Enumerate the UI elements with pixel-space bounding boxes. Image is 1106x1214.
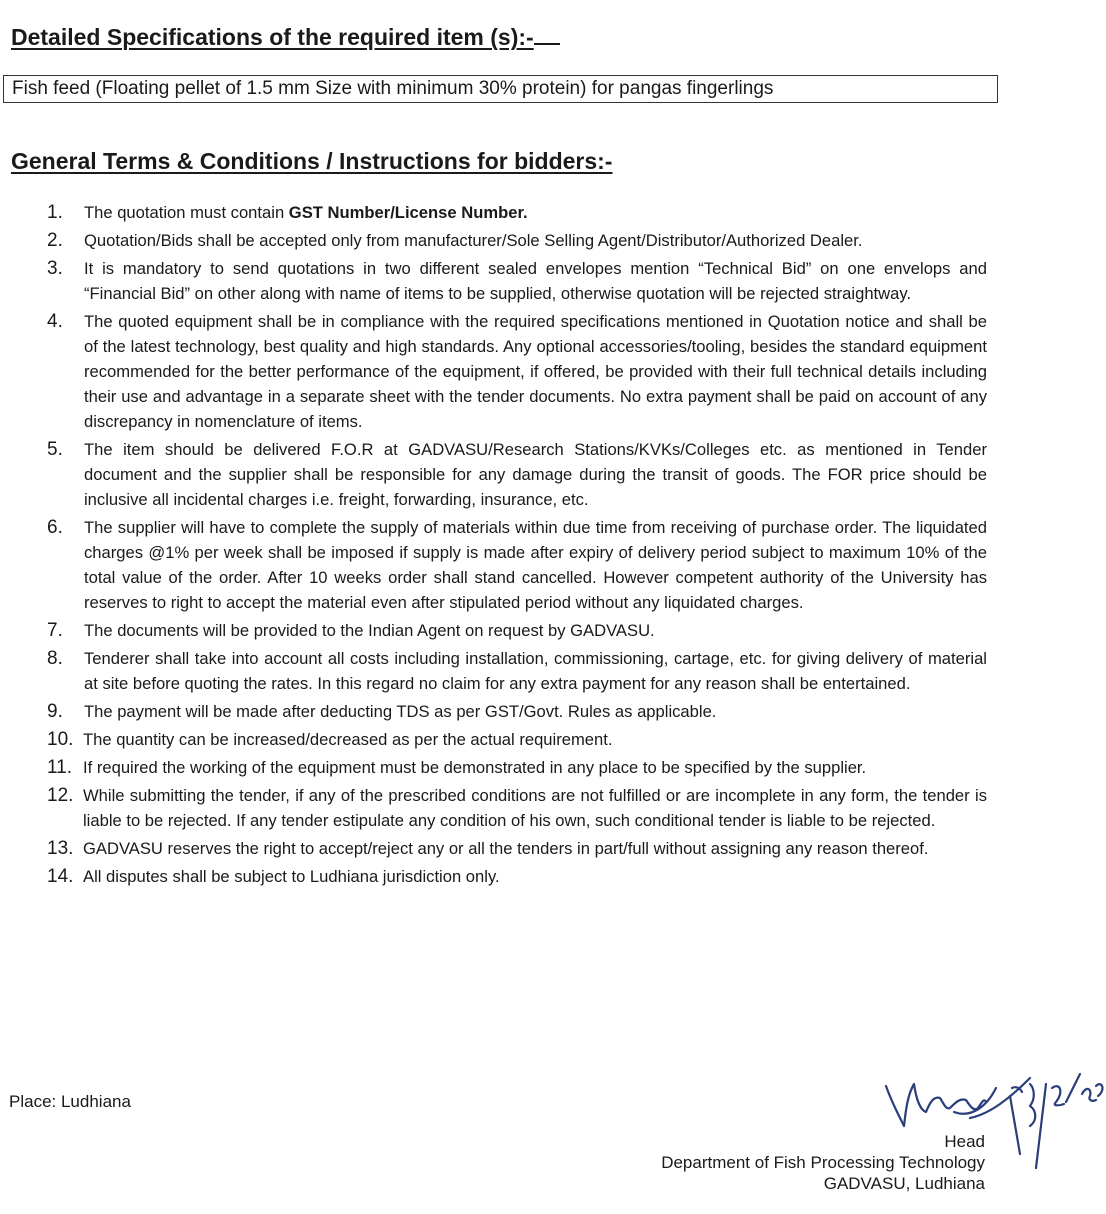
term-text: Quotation/Bids shall be accepted only from manufacturer/Sole Selling Agent/Distributor/Authorized Dealer. bbox=[84, 231, 863, 250]
term-text: The payment will be made after deducting TDS as per GST/Govt. Rules as applicable. bbox=[84, 702, 717, 721]
term-number: 8. bbox=[47, 648, 63, 669]
specifications-heading bbox=[11, 22, 560, 51]
term-number: 11. bbox=[47, 757, 73, 778]
term-item-14 bbox=[0, 864, 987, 889]
term-number: 6. bbox=[47, 517, 63, 538]
term-number: 1. bbox=[47, 202, 63, 223]
place-label: Place: Ludhiana bbox=[9, 1092, 131, 1111]
term-number: 10. bbox=[47, 729, 74, 750]
term-item-11 bbox=[0, 755, 987, 780]
term-text: The quantity can be increased/decreased as per the actual requirement. bbox=[83, 730, 613, 749]
specifications-heading-text: Detailed Specifications of the required item (s):- bbox=[11, 24, 534, 50]
term-number: 12. bbox=[47, 785, 74, 806]
term-number: 14. bbox=[47, 866, 74, 887]
term-item-9 bbox=[0, 699, 987, 724]
term-text: The item should be delivered F.O.R at GADVASU/Research Stations/KVKs/Colleges etc. as mentioned in Tender document and the supplier shall be responsible for any damage during the transit of goods. The FOR price should be inclusive all incidental charges i.e. freight, forwarding, insurance, etc. bbox=[84, 440, 987, 509]
term-item-10 bbox=[0, 727, 987, 752]
term-item-4 bbox=[0, 309, 987, 434]
term-text: GADVASU reserves the right to accept/reject any or all the tenders in part/full without assigning any reason thereof. bbox=[83, 839, 929, 858]
term-item-2 bbox=[0, 228, 987, 253]
term-number: 4. bbox=[47, 311, 63, 332]
term-item-7 bbox=[0, 618, 987, 643]
terms-list bbox=[0, 200, 1106, 892]
term-text: If required the working of the equipment must be demonstrated in any place to be specified by the supplier. bbox=[83, 758, 867, 777]
term-text: The quoted equipment shall be in compliance with the required specifications mentioned in Quotation notice and shall be of the latest technology, best quality and high standards. Any optional accessories/tooling, besides the standard equipment recommended for the better performance of the equipment, if offered, be provided with their full technical details including their use and advantage in a separate sheet with the tender documents. No extra payment shall be paid on account of any discrepancy in nomenclature of items. bbox=[84, 312, 987, 431]
item-specification-box bbox=[3, 75, 998, 103]
department-name: Department of Fish Processing Technology bbox=[661, 1153, 985, 1172]
term-text: The documents will be provided to the Indian Agent on request by GADVASU. bbox=[84, 621, 655, 640]
term-item-12 bbox=[0, 783, 987, 833]
term-number: 3. bbox=[47, 258, 63, 279]
term-bold-text: GST Number/License Number. bbox=[288, 203, 528, 222]
term-item-6 bbox=[0, 515, 987, 615]
term-item-8 bbox=[0, 646, 987, 696]
heading-underline-trail bbox=[534, 22, 560, 45]
term-number: 7. bbox=[47, 620, 63, 641]
terms-heading: General Terms & Conditions / Instructions for bidders:- bbox=[11, 148, 613, 174]
term-text: While submitting the tender, if any of the prescribed conditions are not fulfilled or are incomplete in any form, the tender is liable to be rejected. If any tender estipulate any condition of his own, such conditional tender is liable to be rejected. bbox=[83, 786, 987, 830]
term-text: All disputes shall be subject to Ludhiana jurisdiction only. bbox=[83, 867, 500, 886]
term-item-1 bbox=[0, 200, 987, 225]
institution-name: GADVASU, Ludhiana bbox=[823, 1174, 985, 1193]
term-number: 2. bbox=[47, 230, 63, 251]
term-item-3 bbox=[0, 256, 987, 306]
term-item-5 bbox=[0, 437, 987, 512]
term-number: 9. bbox=[47, 701, 63, 722]
signatory-title: Head bbox=[944, 1132, 985, 1151]
term-item-13 bbox=[0, 836, 987, 861]
item-specification-text: Fish feed (Floating pellet of 1.5 mm Size with minimum 30% protein) for pangas fingerlings bbox=[12, 78, 774, 99]
term-text: The quotation must contain bbox=[84, 203, 289, 222]
signatory-block bbox=[661, 1131, 985, 1194]
term-text: Tenderer shall take into account all costs including installation, commissioning, cartage, etc. for giving delivery of material at site before quoting the rates. In this regard no claim for any extra payment for any reason shall be entertained. bbox=[84, 649, 987, 693]
term-text: It is mandatory to send quotations in two different sealed envelopes mention “Technical Bid” on one envelops and “Financial Bid” on other along with name of items to be supplied, otherwise quotation will be rejected straightway. bbox=[84, 259, 987, 303]
term-text: The supplier will have to complete the supply of materials within due time from receiving of purchase order. The liquidated charges @1% per week shall be imposed if supply is made after expiry of delivery period subject to maximum 10% of the total value of the order. After 10 weeks order shall stand cancelled. However competent authority of the University has reserves to right to accept the material even after stipulated period without any liquidated charges. bbox=[84, 518, 987, 612]
term-number: 13. bbox=[47, 838, 74, 859]
term-number: 5. bbox=[47, 439, 63, 460]
